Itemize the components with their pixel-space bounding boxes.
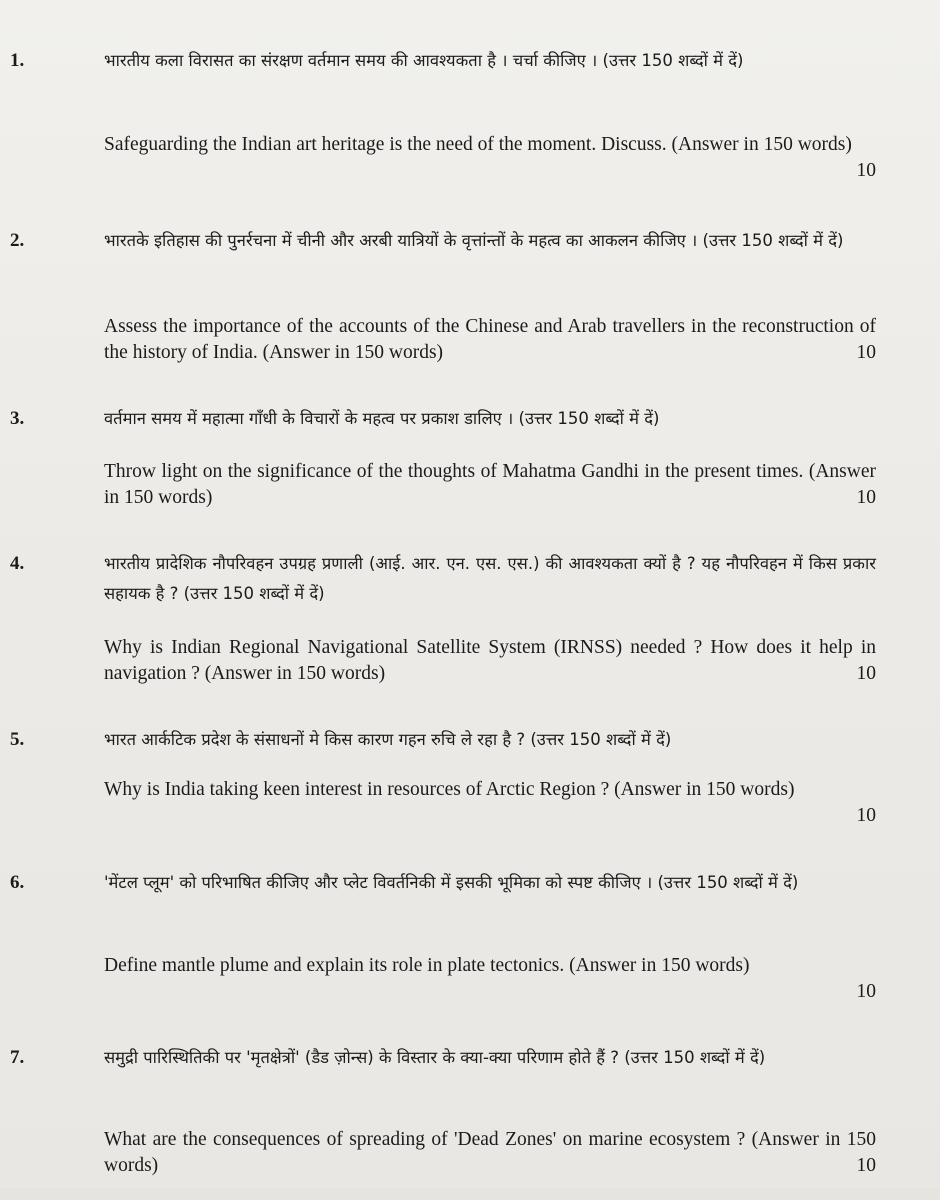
question-english-text: Safeguarding the Indian art heritage is the need of the moment. Discuss. (Answer in 150 words)	[104, 134, 852, 155]
question-hindi-text: समुद्री पारिस्थितिकी पर 'मृतक्षेत्रों' (डैड ज़ोन्स) के विस्तार के क्या-क्या परिणाम होते हैं ? (उत्तर 150 शब्दों में दें)	[104, 1048, 766, 1067]
question-hindi-text: 'मेंटल प्लूम' को परिभाषित कीजिए और प्लेट विवर्तनिकी में इसकी भूमिका को स्पष्ट कीजिए । (उत्तर 150 शब्दों में दें)	[104, 873, 799, 892]
question-english-text: Why is India taking keen interest in resources of Arctic Region ? (Answer in 150 words)	[104, 779, 795, 800]
question-english-text: Throw light on the significance of the thoughts of Mahatma Gandhi in the present times. (Answer in 150 words)	[104, 461, 876, 508]
question-marks: 10	[856, 160, 876, 181]
question-marks: 10	[856, 981, 876, 1002]
question-number: 4.	[10, 553, 25, 574]
question-number: 6.	[10, 872, 25, 893]
question-hindi-text: वर्तमान समय में महात्मा गाँधी के विचारों के महत्व पर प्रकाश डालिए । (उत्तर 150 शब्दों में दें)	[104, 409, 660, 428]
question-english-text: What are the consequences of spreading of 'Dead Zones' on marine ecosystem ? (Answer in 150 words)	[104, 1129, 876, 1176]
question-number: 3.	[10, 408, 25, 429]
question-marks: 10	[856, 805, 876, 826]
question-marks: 10	[856, 1155, 876, 1176]
question-marks: 10	[856, 663, 876, 684]
question-english-text: Why is Indian Regional Navigational Satellite System (IRNSS) needed ? How does it help in navigation ? (Answer in 150 words)	[104, 637, 876, 684]
page-bottom-edge	[0, 1188, 940, 1200]
question-english-text: Define mantle plume and explain its role in plate tectonics. (Answer in 150 words)	[104, 955, 750, 976]
question-number: 5.	[10, 729, 25, 750]
question-hindi-text: भारतके इतिहास की पुनर्रचना में चीनी और अरबी यात्रियों के वृत्तांन्तों के महत्व का आकलन कीजिए । (उत्तर 150 शब्दों में दें)	[104, 231, 844, 250]
question-number: 2.	[10, 230, 25, 251]
question-hindi-text: भारत आर्कटिक प्रदेश के संसाधनों मे किस कारण गहन रुचि ले रहा है ? (उत्तर 150 शब्दों में दें)	[104, 730, 672, 749]
question-hindi-text: भारतीय कला विरासत का संरक्षण वर्तमान समय की आवश्यकता है । चर्चा कीजिए । (उत्तर 150 शब्दों में दें)	[104, 51, 744, 70]
question-hindi-text: भारतीय प्रादेशिक नौपरिवहन उपग्रह प्रणाली (आई. आर. एन. एस. एस.) की आवश्यकता क्यों है ? यह नौपरिवहन में किस प्रकार सहायक है ? (उत्तर 150 शब्दों में दें)	[104, 554, 876, 603]
question-number: 7.	[10, 1047, 25, 1068]
question-marks: 10	[856, 487, 876, 508]
question-marks: 10	[856, 342, 876, 363]
question-number: 1.	[10, 50, 25, 71]
question-english-text: Assess the importance of the accounts of the Chinese and Arab travellers in the reconstruction of the history of India. (Answer in 150 words)	[104, 316, 876, 363]
